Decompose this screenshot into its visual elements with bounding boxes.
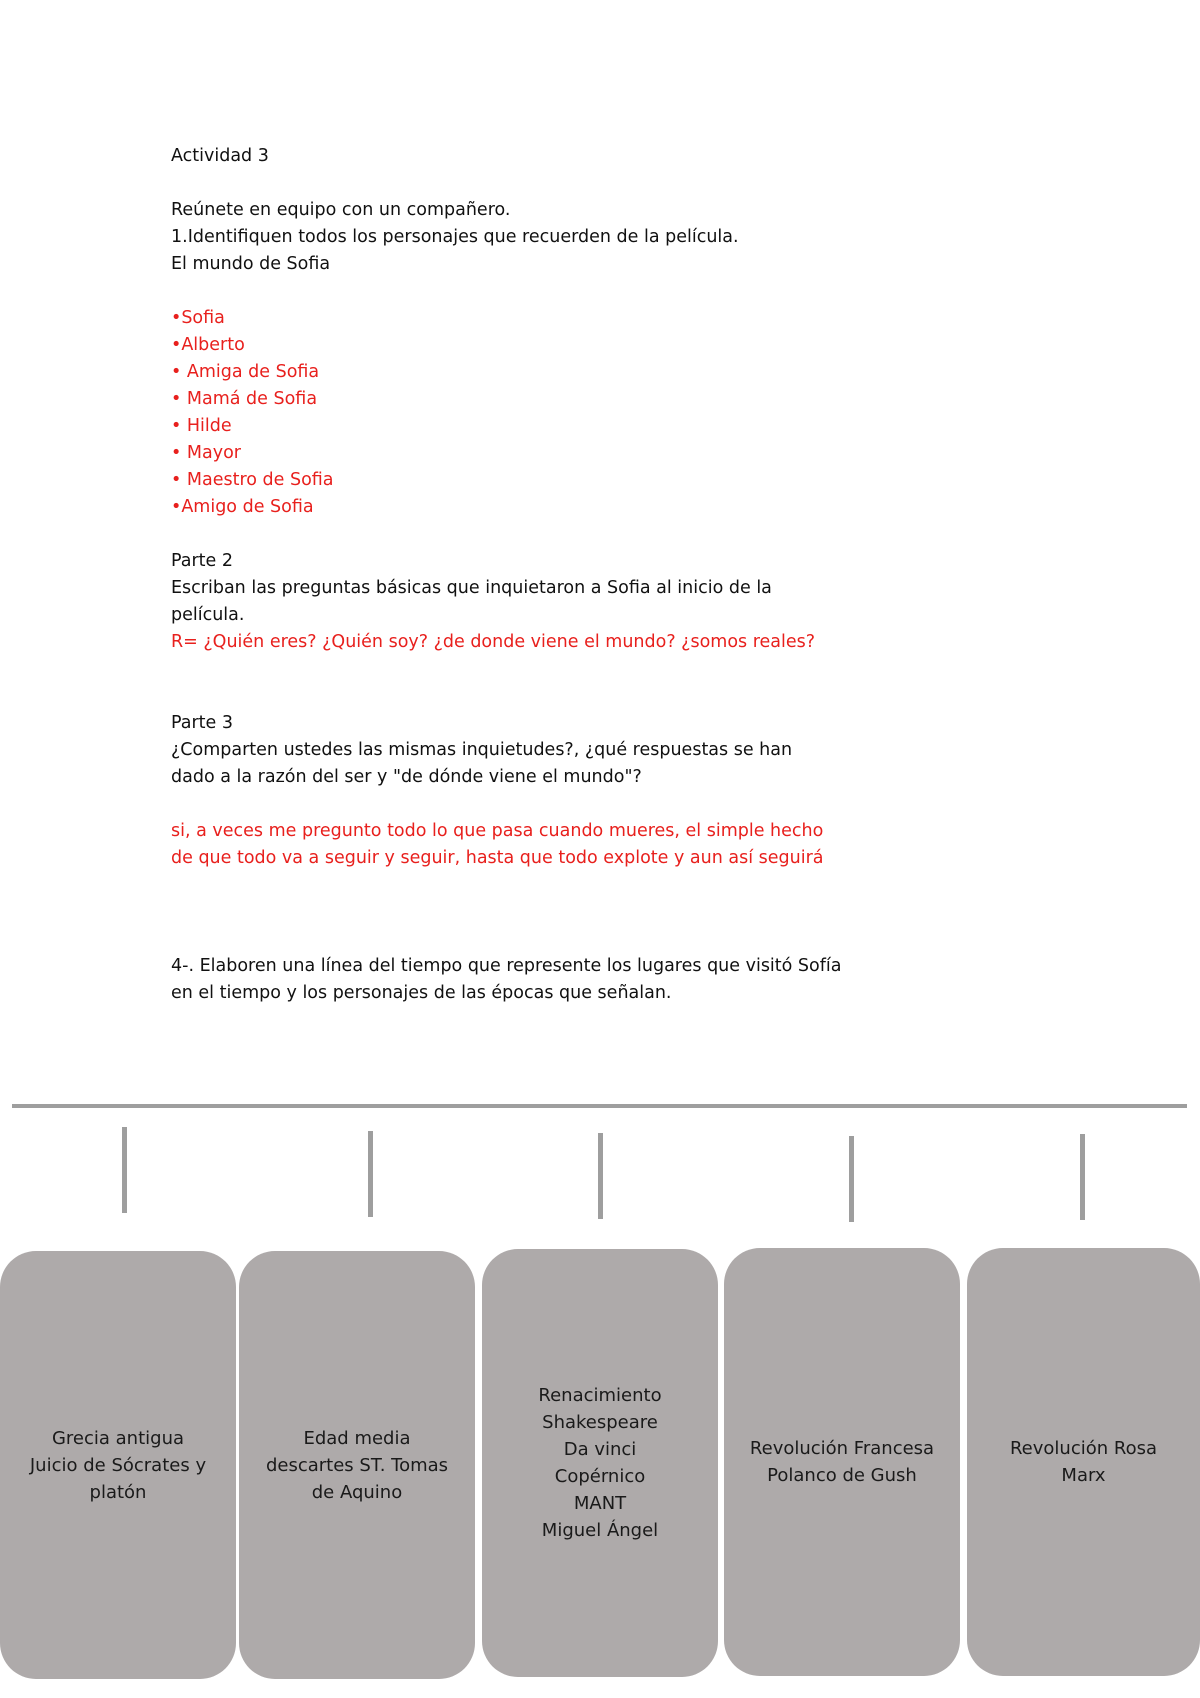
movie-title: El mundo de Sofia — [171, 254, 331, 274]
card-line: Renacimiento — [538, 1385, 662, 1406]
timeline-card-renaissance — [482, 1249, 718, 1677]
character-item: •Amigo de Sofia — [171, 497, 314, 517]
card-line: Polanco de Gush — [767, 1465, 917, 1486]
timeline-tick — [368, 1131, 373, 1217]
timeline-card-french-revolution — [724, 1248, 960, 1676]
part-3-answer: de que todo va a seguir y seguir, hasta que todo explote y aun así seguirá — [171, 848, 824, 868]
timeline-card-middle-ages — [239, 1251, 475, 1679]
character-item: • Mayor — [171, 443, 241, 463]
timeline-tick — [122, 1127, 127, 1213]
timeline-tick — [598, 1133, 603, 1219]
part-2-question: Escriban las preguntas básicas que inquietaron a Sofia al inicio de la — [171, 578, 772, 598]
card-line: Revolución Rosa — [1009, 1438, 1157, 1459]
character-item: • Hilde — [171, 416, 232, 436]
character-item: •Alberto — [171, 335, 245, 355]
character-item: • Mamá de Sofia — [171, 389, 318, 409]
card-line: Juicio de Sócrates y — [29, 1454, 207, 1476]
part-3-heading: Parte 3 — [171, 713, 234, 733]
part-4-instruction: 4-. Elaboren una línea del tiempo que represente los lugares que visitó Sofía — [171, 956, 842, 976]
part-3-answer: si, a veces me pregunto todo lo que pasa cuando mueres, el simple hecho — [171, 821, 824, 841]
timeline-line — [12, 1104, 1187, 1108]
part-4-instruction: en el tiempo y los personajes de las épocas que señalan. — [171, 983, 672, 1003]
card-line: Revolución Francesa — [749, 1438, 935, 1459]
card-line: Shakespeare — [542, 1412, 658, 1433]
part-2-answer: R= ¿Quién eres? ¿Quién soy? ¿de donde viene el mundo? ¿somos reales? — [171, 632, 816, 652]
card-line: Grecia antigua — [51, 1427, 185, 1449]
card-line: MANT — [573, 1493, 627, 1514]
timeline-tick — [849, 1136, 854, 1222]
card-line: platón — [89, 1481, 147, 1503]
card-line: Edad media — [303, 1427, 411, 1449]
timeline-card-ancient-greece — [0, 1251, 236, 1679]
character-item: • Maestro de Sofia — [171, 470, 334, 490]
card-line: Marx — [1061, 1465, 1106, 1486]
part-2-heading: Parte 2 — [171, 551, 234, 571]
card-line: Miguel Ángel — [541, 1520, 659, 1541]
card-line: de Aquino — [311, 1481, 403, 1503]
character-item: • Amiga de Sofia — [171, 362, 320, 382]
timeline-tick — [1080, 1134, 1085, 1220]
card-line: Copérnico — [554, 1466, 646, 1487]
character-item: •Sofia — [171, 308, 225, 328]
card-line: descartes ST. Tomas — [265, 1454, 449, 1476]
part-3-question: ¿Comparten ustedes las mismas inquietudes?, ¿qué respuestas se han — [171, 740, 793, 760]
timeline-card-russian-revolution — [967, 1248, 1200, 1676]
document-body — [171, 143, 931, 1007]
card-line: Da vinci — [563, 1439, 637, 1460]
character-list — [171, 305, 931, 521]
part-3-question: dado a la razón del ser y "de dónde viene el mundo"? — [171, 767, 642, 787]
part-2-question: película. — [171, 605, 245, 625]
activity-title: Actividad 3 — [171, 146, 269, 166]
instruction-text: Reúnete en equipo con un compañero. — [171, 200, 511, 220]
task-1-text: 1.Identifiquen todos los personajes que recuerden de la película. — [171, 227, 739, 247]
